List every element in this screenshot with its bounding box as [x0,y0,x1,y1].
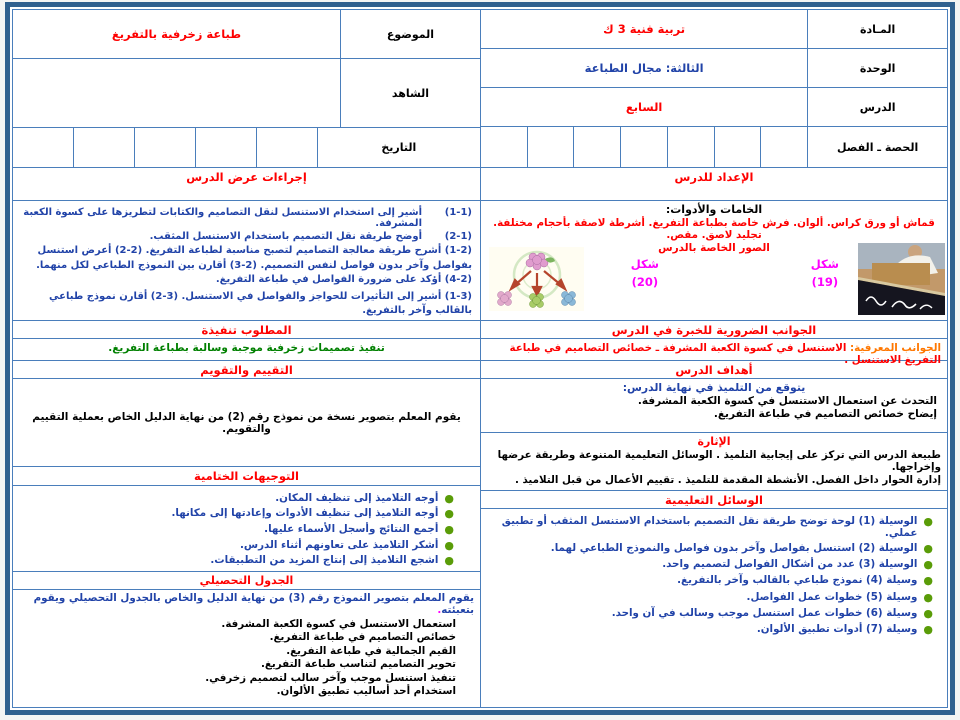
achievement-item: خصائص التصاميم في طباعة التفريغ. [269,631,456,643]
date-cells [13,128,317,167]
evidence-label: الشاهد [340,59,480,127]
cognitive-aspects-text: الاستنسل في كسوة الكعبة المشرفة ـ خصائص التصاميم في طباعة التفريغ الاستنسل . [509,342,941,366]
lesson-pictures-area [481,241,947,320]
stimulus-line: إدارة الحوار داخل الفصل. الأنشطة المقدمة للتلميذ . تقييم الأعمال من قبل التلاميذ . [514,474,941,486]
bullet-icon: ● [923,606,933,620]
cognitive-aspects-label: الجوانب المعرفية: [850,342,941,354]
date-cell [134,128,195,167]
date-row [13,128,480,167]
period-cell [667,127,714,167]
unit-label: الوحدة [807,49,947,87]
figure-20-caption-word: شكل [630,257,659,271]
materials-heading: الخامات والأدوات: [665,203,763,216]
period-cell [714,127,761,167]
evaluation-section [13,379,480,467]
closing-section-title: التوجيهات الختامية [13,467,480,486]
closing-item: ● اشجع التلاميذ إلى إنتاج المزيد من التطبيقات. [210,554,454,568]
closing-item: ● أجمع النتائج وأسجل الأسماء عليها. [264,522,454,536]
prep-section-title: الإعداد للدرس [481,168,947,201]
date-cell [13,128,73,167]
date-cell [73,128,134,167]
procedure-paragraph: (1-3) أشير إلى التأثيرات للحواجز والفواصل في الاستنسل. (3-2) أقارن نموذج طباعي بالقالب وآخر بالتفريغ. [49,290,472,316]
lesson-label: الدرس [807,88,947,126]
achievement-intro: يقوم المعلم بتصوير النموذج رقم (3) من نهاية الدليل والخاص بالجدول التحصيلي ويقوم بتعبئته. [33,592,474,616]
topic-value: طباعة زخرفية بالتفريغ [111,27,242,41]
stimulus-title: الإثارة [697,435,731,448]
subject-row [481,10,947,49]
bullet-icon: ● [444,507,454,521]
bullet-icon: ● [444,538,454,552]
procedure-item: (1-1) أشير إلى استخدام الاستنسل لنقل التصاميم والكتابات لتطريزها على كسوة الكعبة المشرفة. [23,207,472,229]
achievement-section-title: الجدول التحصيلي [13,572,480,590]
stimulus-line: طبيعة الدرس التي تركز على إيجابية التلميذ . الوسائل التعليمية المتنوعة وطريقة عرضها وإخراجها. [497,449,941,473]
bullet-icon: ● [923,558,933,572]
objectives-section-title: أهداف الدرس [481,361,947,379]
essentials-section-title: الجوانب الضرورية للخبرة في الدرس [481,321,947,339]
page-frame [5,2,955,715]
achievement-item: استعمال الاستنسل في كسوة الكعبة المشرفة. [221,617,456,630]
figure-20-caption [631,255,659,292]
procedures-section [13,201,480,321]
topic-row [13,10,480,59]
bullet-icon: ● [923,515,933,528]
date-label: التاريخ [317,128,480,167]
achievement-item: تحوير التصاميم لتناسب طباعة التفريغ. [260,658,456,670]
teaching-aid-item: ● الوسيلة (1) لوحة توضح طريقة نقل التصميم باستخدام الاستنسل المثقب أو تطبيق عملي. [501,515,933,539]
teaching-aids-title: الوسائل التعليمية [481,491,947,509]
teaching-aid-item: ● وسيلة (7) أدوات تطبيق الألوان. [756,622,933,636]
period-cell [527,127,574,167]
achievement-intro-period: . [437,604,442,616]
teaching-aid-item: ● وسيلة (5) خطوات عمل الفواصل. [746,590,933,604]
period-cell [481,127,527,167]
materials-section [481,201,947,321]
header-left-half [13,10,480,167]
figure-19-caption-number: (19) [811,275,839,290]
figure-20-caption-number: (20) [631,275,659,290]
objective-item: إيضاح خصائص التصاميم في طباعة التفريغ. [713,408,937,420]
main-columns [13,168,947,707]
teaching-aid-item: ● الوسيلة (2) استنسل بفواصل وآخر بدون فواصل والنموذج الطباعي لهما. [550,542,933,555]
left-column [13,168,480,707]
materials-text: قماش أو ورق كراس. ألوان. فرش خاصة بطباعة التفريغ. أشرطة لاصقة بأحجام مختلفة. تجليد لاصق. مقص. [493,217,935,241]
unit-value: الثالثة: مجال الطباعة [584,61,704,75]
achievement-item: تنفيذ استنسل موجب وآخر سالب لتصميم زخرفي. [205,671,456,684]
teaching-aid-item: ● وسيلة (4) نموذج طباعي بالقالب وآخر بالتفريغ. [677,574,933,588]
figure-20-illustration [489,247,584,311]
procedure-item: (2-1) أوضح طريقة نقل التصميم باستخدام الاستنسل المثقب. [149,231,472,242]
procedures-section-title: إجراءات عرض الدرس [13,168,480,201]
period-cell [573,127,620,167]
period-class-label: الحصة ـ الفصل [807,127,947,167]
required-section-title: المطلوب تنفيذة [13,321,480,339]
header-block [13,10,947,168]
closing-item: ● أوجه التلاميذ إلى تنظيف الأدوات وإعادتها إلى مكانها. [171,507,454,521]
figure-19-caption [811,255,839,292]
closing-directions-list [13,486,480,572]
lesson-value: السابع [625,100,663,114]
figure-19-caption-word: شكل [810,257,839,271]
topic-label: الموضوع [340,10,480,58]
right-column [480,168,947,707]
date-cell [256,128,317,167]
achievement-item: القيم الجمالية في طباعة التفريغ. [286,644,456,657]
objective-item: التحدث عن استعمال الاستنسل في كسوة الكعبة المشرفة. [637,395,937,407]
header-right-half [480,10,947,167]
bullet-icon: ● [923,542,933,555]
subject-label: المـادة [807,10,947,48]
evaluation-text: يقوم المعلم بتصوير نسخة من نموذج رقم (2) من نهاية الدليل الخاص بعملية التقييم والتقويم. [32,410,461,435]
date-cell [195,128,256,167]
stimulus-section [481,433,947,491]
figure-19-photo [858,243,945,315]
required-text: تنفيذ تصميمات زخرفية موجبة وسالبة بطباعة التفريغ. [13,339,480,361]
achievement-item: استخدام أحد أساليب تطبيق الألوان. [276,685,456,697]
procedure-paragraph: (1-2) أشرح طريقة معالجة التصاميم لتصبح مناسبة لطباعة التفريغ. (2-2) أعرض استنسل بفواصل وآخر بدون فواصل لنفس التصميم. (2-3) أقارن بين النموذج الطباعي لكل منهما. (2-4) أؤكد على ضرورة الفواصل في طباعة التفريغ. [36,245,472,285]
achievement-section [13,590,480,707]
closing-item: ● أوجه التلاميذ إلى تنظيف المكان. [275,491,454,505]
teaching-aid-item: ● الوسيلة (3) عدد من أشكال الفواصل لتصميم واحد. [662,558,933,572]
evidence-row [13,59,480,128]
bullet-icon: ● [444,554,454,568]
subject-value: تربية فنية 3 ك [603,22,686,36]
cognitive-aspects-line [481,339,947,366]
bullet-icon: ● [444,522,454,536]
bullet-icon: ● [923,574,933,588]
objectives-intro: يتوقع من التلميذ في نهاية الدرس: [622,381,806,394]
lesson-plan-table [12,9,948,708]
teaching-aid-item: ● وسيلة (6) خطوات عمل استنسل موجب وسالب في آن واحد. [611,606,933,620]
period-cell [760,127,807,167]
evidence-value [13,59,340,127]
lesson-row [481,88,947,127]
closing-item: ● أشكر التلاميذ على تعاونهم أثناء الدرس. [240,538,454,552]
period-class-cells [481,127,807,167]
objectives-section [481,379,947,433]
teaching-aids-list [481,509,947,707]
pictures-title: الصور الخاصة بالدرس [658,242,770,254]
bullet-icon: ● [923,622,933,636]
period-cell [620,127,667,167]
period-class-row [481,127,947,167]
bullet-icon: ● [923,590,933,604]
unit-row [481,49,947,88]
evaluation-section-title: التقييم والتقويم [13,361,480,379]
bullet-icon: ● [444,491,454,505]
